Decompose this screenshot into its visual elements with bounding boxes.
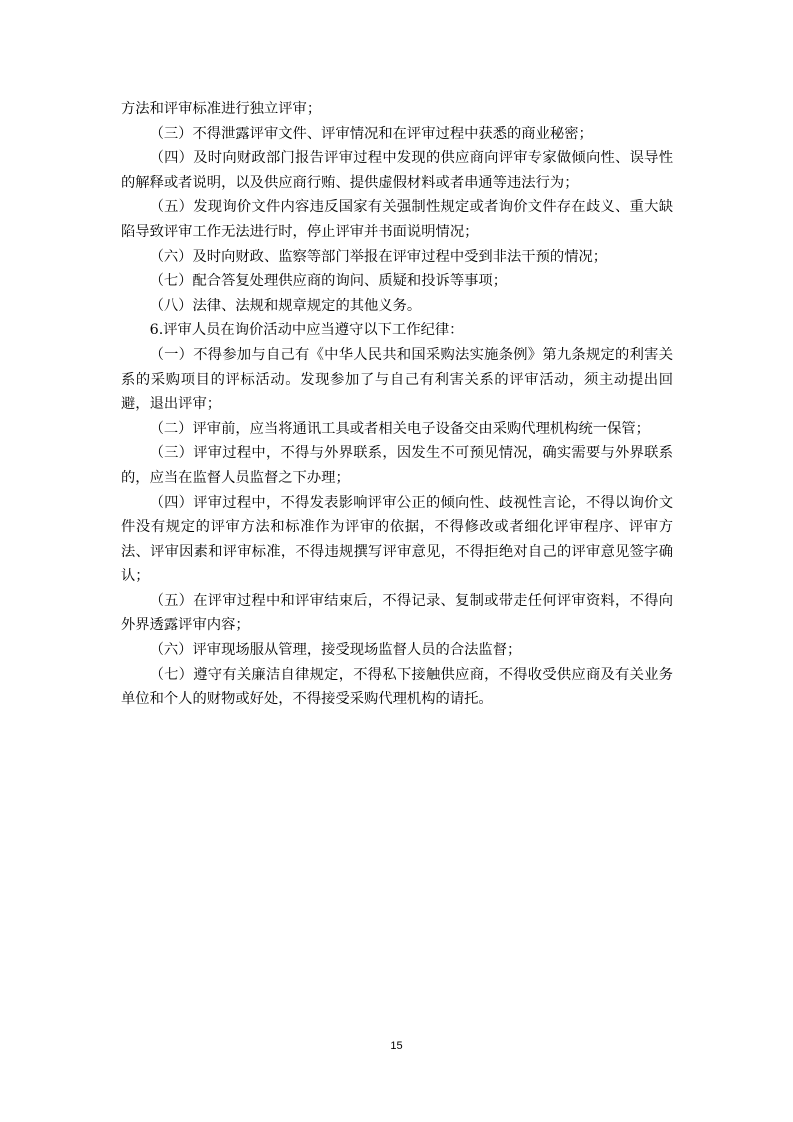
paragraph: （四）及时向财政部门报告评审过程中发现的供应商向评审专家做倾向性、误导性的解释或者说明，以及供应商行贿、提供虚假材料或者串通等违法行为； [121,150,673,191]
paragraph: （三）评审过程中，不得与外界联系，因发生不可预见情况，确实需要与外界联系的，应当在监督人员监督之下办理； [121,445,673,486]
paragraph: （四）评审过程中，不得发表影响评审公正的倾向性、歧视性言论，不得以询价文件没有规定的评审方法和标准作为评审的依据，不得修改或者细化评审程序、评审方法、评审因素和评审标准，不得违规撰写评审意见，不得拒绝对自己的评审意见签字确认； [121,494,673,585]
paragraph: （二）评审前，应当将通讯工具或者相关电子设备交由采购代理机构统一保管； [149,420,650,437]
paragraph: （七）配合答复处理供应商的询问、质疑和投诉等事项； [149,273,508,290]
paragraph: （六）及时向财政、监察等部门举报在评审过程中受到非法干预的情况； [149,248,608,265]
page-number: 15 [390,1040,403,1052]
document-body [121,97,673,712]
paragraph: （三）不得泄露评审文件、评审情况和在评审过程中获悉的商业秘密； [149,125,593,142]
paragraph: （七）遵守有关廉洁自律规定，不得私下接触供应商，不得收受供应商及有关业务单位和个人的财物或好处，不得接受采购代理机构的请托。 [121,666,673,708]
paragraph: （五）发现询价文件内容违反国家有关强制性规定或者询价文件存在歧义、重大缺陷导致评审工作无法进行时，停止评审并书面说明情况； [121,199,673,240]
paragraph: （六）评审现场服从管理，接受现场监督人员的合法监督； [149,642,522,659]
paragraph: 6.评审人员在询价活动中应当遵守以下工作纪律： [149,322,464,339]
paragraph: （八）法律、法规和规章规定的其他义务。 [149,297,422,314]
paragraph: （五）在评审过程中和评审结束后，不得记录、复制或带走任何评审资料，不得向外界透露评审内容； [121,592,673,634]
paragraph: （一）不得参加与自己有《中华人民共和国采购法实施条例》第九条规定的利害关系的采购项目的评标活动。发现参加了与自己有利害关系的评审活动，须主动提出回避，退出评审； [121,346,673,413]
paragraph: 方法和评审标准进行独立评审； [121,101,322,117]
